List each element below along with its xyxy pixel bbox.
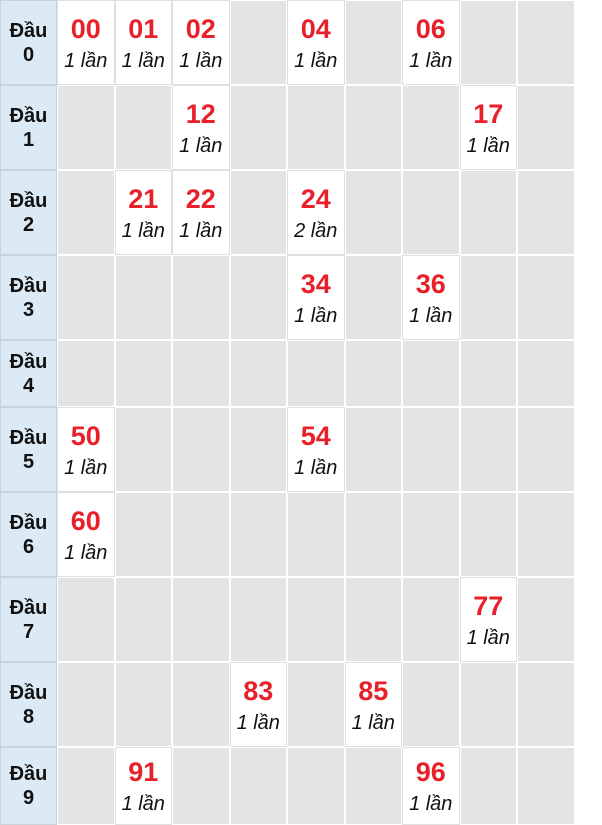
empty-cell xyxy=(287,85,345,170)
empty-cell xyxy=(230,255,288,340)
table-row xyxy=(0,407,602,492)
empty-cell xyxy=(230,577,288,662)
lottery-number: 06 xyxy=(415,13,446,44)
occurrence-count: 1 lần xyxy=(179,49,223,72)
lottery-number: 22 xyxy=(185,183,216,214)
row-header xyxy=(0,170,57,255)
empty-cell xyxy=(345,340,403,407)
lottery-number: 96 xyxy=(415,757,446,787)
row-header-digit: 5 xyxy=(22,450,35,473)
empty-cell xyxy=(460,747,518,825)
empty-cell xyxy=(402,662,460,747)
empty-cell xyxy=(172,407,230,492)
lottery-number: 83 xyxy=(243,675,274,706)
row-header-label: Đầu xyxy=(9,189,48,212)
row-header-label: Đầu xyxy=(9,274,48,297)
empty-cell xyxy=(230,407,288,492)
empty-cell xyxy=(345,170,403,255)
empty-cell xyxy=(57,170,115,255)
occurrence-count: 1 lần xyxy=(409,304,453,327)
row-header-label: Đầu xyxy=(9,426,48,449)
empty-cell xyxy=(115,255,173,340)
number-cell xyxy=(287,407,345,492)
empty-cell xyxy=(517,747,575,825)
table-row xyxy=(0,747,602,825)
empty-cell xyxy=(460,255,518,340)
empty-cell xyxy=(345,85,403,170)
occurrence-count: 1 lần xyxy=(64,456,108,479)
empty-cell xyxy=(345,255,403,340)
occurrence-count: 1 lần xyxy=(121,793,165,815)
empty-cell xyxy=(57,662,115,747)
number-cell xyxy=(115,170,173,255)
occurrence-count: 1 lần xyxy=(64,49,108,72)
number-cell xyxy=(115,0,173,85)
empty-cell xyxy=(287,577,345,662)
occurrence-count: 2 lần xyxy=(294,219,338,242)
empty-cell xyxy=(172,577,230,662)
lottery-number: 54 xyxy=(300,420,331,451)
number-cell xyxy=(402,0,460,85)
row-header xyxy=(0,85,57,170)
table-row xyxy=(0,255,602,340)
lottery-number: 85 xyxy=(358,675,389,706)
number-cell xyxy=(172,170,230,255)
row-header-label: Đầu xyxy=(9,596,48,619)
number-cell xyxy=(402,747,460,825)
empty-cell xyxy=(230,0,288,85)
empty-cell xyxy=(172,340,230,407)
empty-cell xyxy=(115,407,173,492)
empty-cell xyxy=(230,85,288,170)
lottery-number: 36 xyxy=(415,268,446,299)
row-header xyxy=(0,492,57,577)
occurrence-count: 1 lần xyxy=(409,793,453,815)
occurrence-count: 1 lần xyxy=(409,49,453,72)
number-cell xyxy=(115,747,173,825)
lottery-number: 77 xyxy=(473,590,504,621)
empty-cell xyxy=(115,662,173,747)
lottery-number: 12 xyxy=(185,98,216,129)
row-header-digit: 3 xyxy=(22,298,35,321)
empty-cell xyxy=(57,747,115,825)
number-cell xyxy=(172,0,230,85)
table-row xyxy=(0,662,602,747)
empty-cell xyxy=(460,662,518,747)
empty-cell xyxy=(517,255,575,340)
empty-cell xyxy=(460,407,518,492)
table-row xyxy=(0,492,602,577)
occurrence-count: 1 lần xyxy=(179,219,223,242)
empty-cell xyxy=(402,492,460,577)
row-header-label: Đầu xyxy=(9,763,48,785)
table-row xyxy=(0,85,602,170)
empty-cell xyxy=(460,340,518,407)
occurrence-count: 1 lần xyxy=(466,134,510,157)
occurrence-count: 1 lần xyxy=(294,456,338,479)
empty-cell xyxy=(287,662,345,747)
row-header-label: Đầu xyxy=(9,104,48,127)
occurrence-count: 1 lần xyxy=(294,304,338,327)
row-header xyxy=(0,255,57,340)
empty-cell xyxy=(517,577,575,662)
row-header xyxy=(0,662,57,747)
empty-cell xyxy=(402,340,460,407)
empty-cell xyxy=(345,0,403,85)
empty-cell xyxy=(402,577,460,662)
number-cell xyxy=(460,577,518,662)
empty-cell xyxy=(345,577,403,662)
empty-cell xyxy=(57,255,115,340)
empty-cell xyxy=(517,407,575,492)
empty-cell xyxy=(517,85,575,170)
empty-cell xyxy=(402,85,460,170)
number-cell xyxy=(460,85,518,170)
number-cell xyxy=(345,662,403,747)
empty-cell xyxy=(115,577,173,662)
number-cell xyxy=(57,492,115,577)
row-header-digit: 0 xyxy=(22,43,35,66)
empty-cell xyxy=(517,492,575,577)
row-header-label: Đầu xyxy=(9,511,48,534)
number-cell xyxy=(287,255,345,340)
number-cell xyxy=(287,0,345,85)
row-header-label: Đầu xyxy=(9,681,48,704)
row-header-digit: 9 xyxy=(22,787,35,809)
occurrence-count: 1 lần xyxy=(294,49,338,72)
empty-cell xyxy=(57,85,115,170)
empty-cell xyxy=(517,170,575,255)
row-header-digit: 7 xyxy=(22,620,35,643)
table-row xyxy=(0,340,602,407)
number-cell xyxy=(57,407,115,492)
lottery-number: 21 xyxy=(128,183,159,214)
number-cell xyxy=(287,170,345,255)
row-header-digit: 6 xyxy=(22,535,35,558)
lottery-number: 34 xyxy=(300,268,331,299)
empty-cell xyxy=(230,747,288,825)
table-row xyxy=(0,0,602,85)
number-cell xyxy=(57,0,115,85)
empty-cell xyxy=(287,492,345,577)
occurrence-count: 1 lần xyxy=(466,626,510,649)
lottery-number: 01 xyxy=(128,13,159,44)
empty-cell xyxy=(517,0,575,85)
row-header-label: Đầu xyxy=(9,350,48,373)
empty-cell xyxy=(172,747,230,825)
row-header xyxy=(0,0,57,85)
lottery-number: 50 xyxy=(70,420,101,451)
empty-cell xyxy=(172,662,230,747)
empty-cell xyxy=(460,492,518,577)
empty-cell xyxy=(115,85,173,170)
lottery-number: 91 xyxy=(128,757,159,787)
row-header-digit: 4 xyxy=(22,374,35,397)
empty-cell xyxy=(517,340,575,407)
empty-cell xyxy=(345,407,403,492)
row-header xyxy=(0,577,57,662)
row-header xyxy=(0,407,57,492)
empty-cell xyxy=(345,747,403,825)
empty-cell xyxy=(115,340,173,407)
row-header-digit: 1 xyxy=(22,128,35,151)
empty-cell xyxy=(517,662,575,747)
empty-cell xyxy=(460,0,518,85)
table-row xyxy=(0,170,602,255)
occurrence-count: 1 lần xyxy=(179,134,223,157)
number-cell xyxy=(172,85,230,170)
occurrence-count: 1 lần xyxy=(236,711,280,734)
empty-cell xyxy=(460,170,518,255)
lottery-number: 00 xyxy=(70,13,101,44)
row-header xyxy=(0,340,57,407)
empty-cell xyxy=(172,492,230,577)
lottery-number: 24 xyxy=(300,183,331,214)
empty-cell xyxy=(287,747,345,825)
empty-cell xyxy=(57,340,115,407)
empty-cell xyxy=(345,492,403,577)
empty-cell xyxy=(402,170,460,255)
row-header-digit: 8 xyxy=(22,705,35,728)
occurrence-count: 1 lần xyxy=(121,49,165,72)
table-row xyxy=(0,577,602,662)
lottery-number: 02 xyxy=(185,13,216,44)
lottery-number: 17 xyxy=(473,98,504,129)
number-cell xyxy=(402,255,460,340)
row-header xyxy=(0,747,57,825)
empty-cell xyxy=(287,340,345,407)
occurrence-count: 1 lần xyxy=(64,541,108,564)
empty-cell xyxy=(57,577,115,662)
number-cell xyxy=(230,662,288,747)
occurrence-count: 1 lần xyxy=(351,711,395,734)
lottery-number: 60 xyxy=(70,505,101,536)
empty-cell xyxy=(172,255,230,340)
empty-cell xyxy=(230,492,288,577)
occurrence-count: 1 lần xyxy=(121,219,165,242)
lottery-number: 04 xyxy=(300,13,331,44)
empty-cell xyxy=(230,340,288,407)
empty-cell xyxy=(402,407,460,492)
row-header-digit: 2 xyxy=(22,213,35,236)
row-header-label: Đầu xyxy=(9,19,48,42)
empty-cell xyxy=(230,170,288,255)
empty-cell xyxy=(115,492,173,577)
